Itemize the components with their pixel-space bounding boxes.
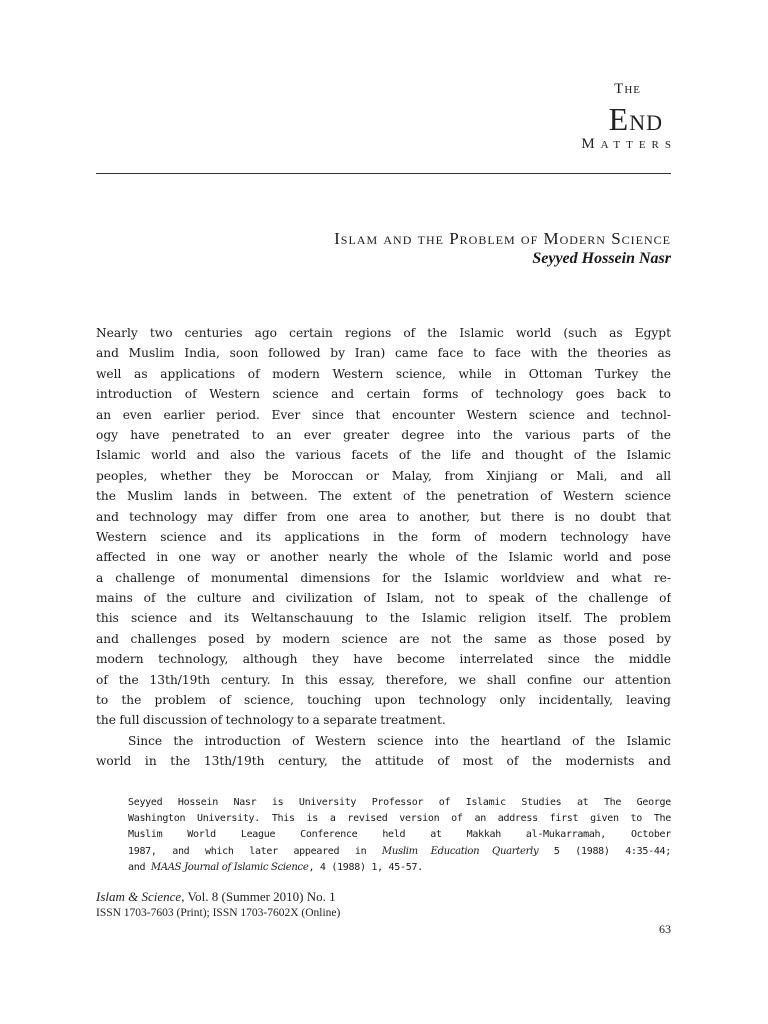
footnote-journal-title: MAAS Journal of Islamic Science	[150, 861, 309, 873]
body-line: to the problem of science, touching upon technology only incidentally, leaving	[96, 693, 671, 708]
section-header	[581, 81, 677, 152]
footnote-line: Muslim World League Conference held at Makkah al-Mukarramah, October	[128, 829, 671, 841]
body-line: mains of the culture and civilization of Islam, not to speak of the challenge of	[96, 591, 671, 606]
footnote-text: 1987, and which later appeared in	[128, 845, 382, 857]
body-line: a challenge of monumental dimensions for the Islamic worldview and what re-	[96, 570, 671, 585]
footnote	[128, 795, 671, 876]
footnote-line	[128, 860, 671, 876]
body-line: affected in one way or another nearly the whole of the Islamic world and pose	[96, 550, 671, 565]
article-title: Islam and the Problem of Modern Science	[334, 229, 671, 248]
body-line: Western science and its applications in the form of modern technology have	[96, 529, 671, 544]
body-line: Islamic world and also the various facets of the life and thought of the Islamic	[96, 448, 671, 463]
body-line: modern technology, although they have become interrelated since the middle	[96, 652, 671, 667]
body-line: well as applications of modern Western science, while in Ottoman Turkey the	[96, 366, 671, 381]
body-line: the Muslim lands in between. The extent of the penetration of Western science	[96, 489, 671, 504]
footnote-line	[128, 844, 671, 860]
body-line: and technology may differ from one area to another, but there is no doubt that	[96, 509, 671, 524]
section-header-end: End	[608, 101, 663, 137]
body-line: Since the introduction of Western science into the heartland of the Islamic	[128, 733, 671, 748]
body-line: and challenges posed by modern science are not the same as those posed by	[96, 631, 671, 646]
journal-issn: ISSN 1703-7603 (Print); ISSN 1703-7602X (Online)	[96, 907, 341, 919]
journal-name: Islam & Science	[96, 889, 182, 904]
page	[96, 0, 677, 1024]
footnote-line: Seyyed Hossein Nasr is University Professor of Islamic Studies at The George	[128, 797, 671, 808]
article-author: Seyyed Hossein Nasr	[532, 250, 671, 267]
body-line: of the 13th/19th century. In this essay, therefore, we shall confine our attention	[96, 672, 671, 687]
body-line: Nearly two centuries ago certain regions of the Islamic world (such as Egypt	[96, 326, 671, 340]
body-line: and Muslim India, soon followed by Iran) came face to face with the theories as	[96, 346, 671, 361]
body-line: introduction of Western science and certain forms of technology goes back to	[96, 387, 671, 402]
body-line: an even earlier period. Ever since that encounter Western science and technol-	[96, 407, 671, 422]
page-number: 63	[659, 922, 671, 936]
footnote-line: Washington University. This is a revised version of an address first given to The	[128, 813, 671, 825]
body-text	[96, 323, 671, 772]
body-line: world in the 13th/19th century, the attitude of most of the modernists and	[96, 754, 671, 769]
body-line: the full discussion of technology to a separate treatment.	[96, 713, 446, 728]
header-rule	[96, 173, 671, 174]
footnote-text: , 4 (1988) 1, 45-57.	[308, 861, 423, 873]
body-line: ogy have penetrated to an ever greater degree into the various parts of the	[96, 427, 671, 442]
body-line: peoples, whether they be Moroccan or Malay, from Xinjiang or Mali, and all	[96, 468, 671, 483]
body-line: this science and its Weltanschauung to the Islamic religion itself. The problem	[96, 611, 671, 626]
footnote-text: 5 (1988) 4:35-44;	[538, 845, 671, 857]
journal-info	[96, 888, 336, 905]
section-header-matters: Matters	[581, 136, 677, 152]
journal-details: , Vol. 8 (Summer 2010) No. 1	[181, 889, 336, 904]
footnote-journal-title: Muslim Education Quarterly	[381, 845, 539, 857]
footnote-text: and	[128, 861, 151, 873]
section-header-the: The	[614, 81, 641, 97]
